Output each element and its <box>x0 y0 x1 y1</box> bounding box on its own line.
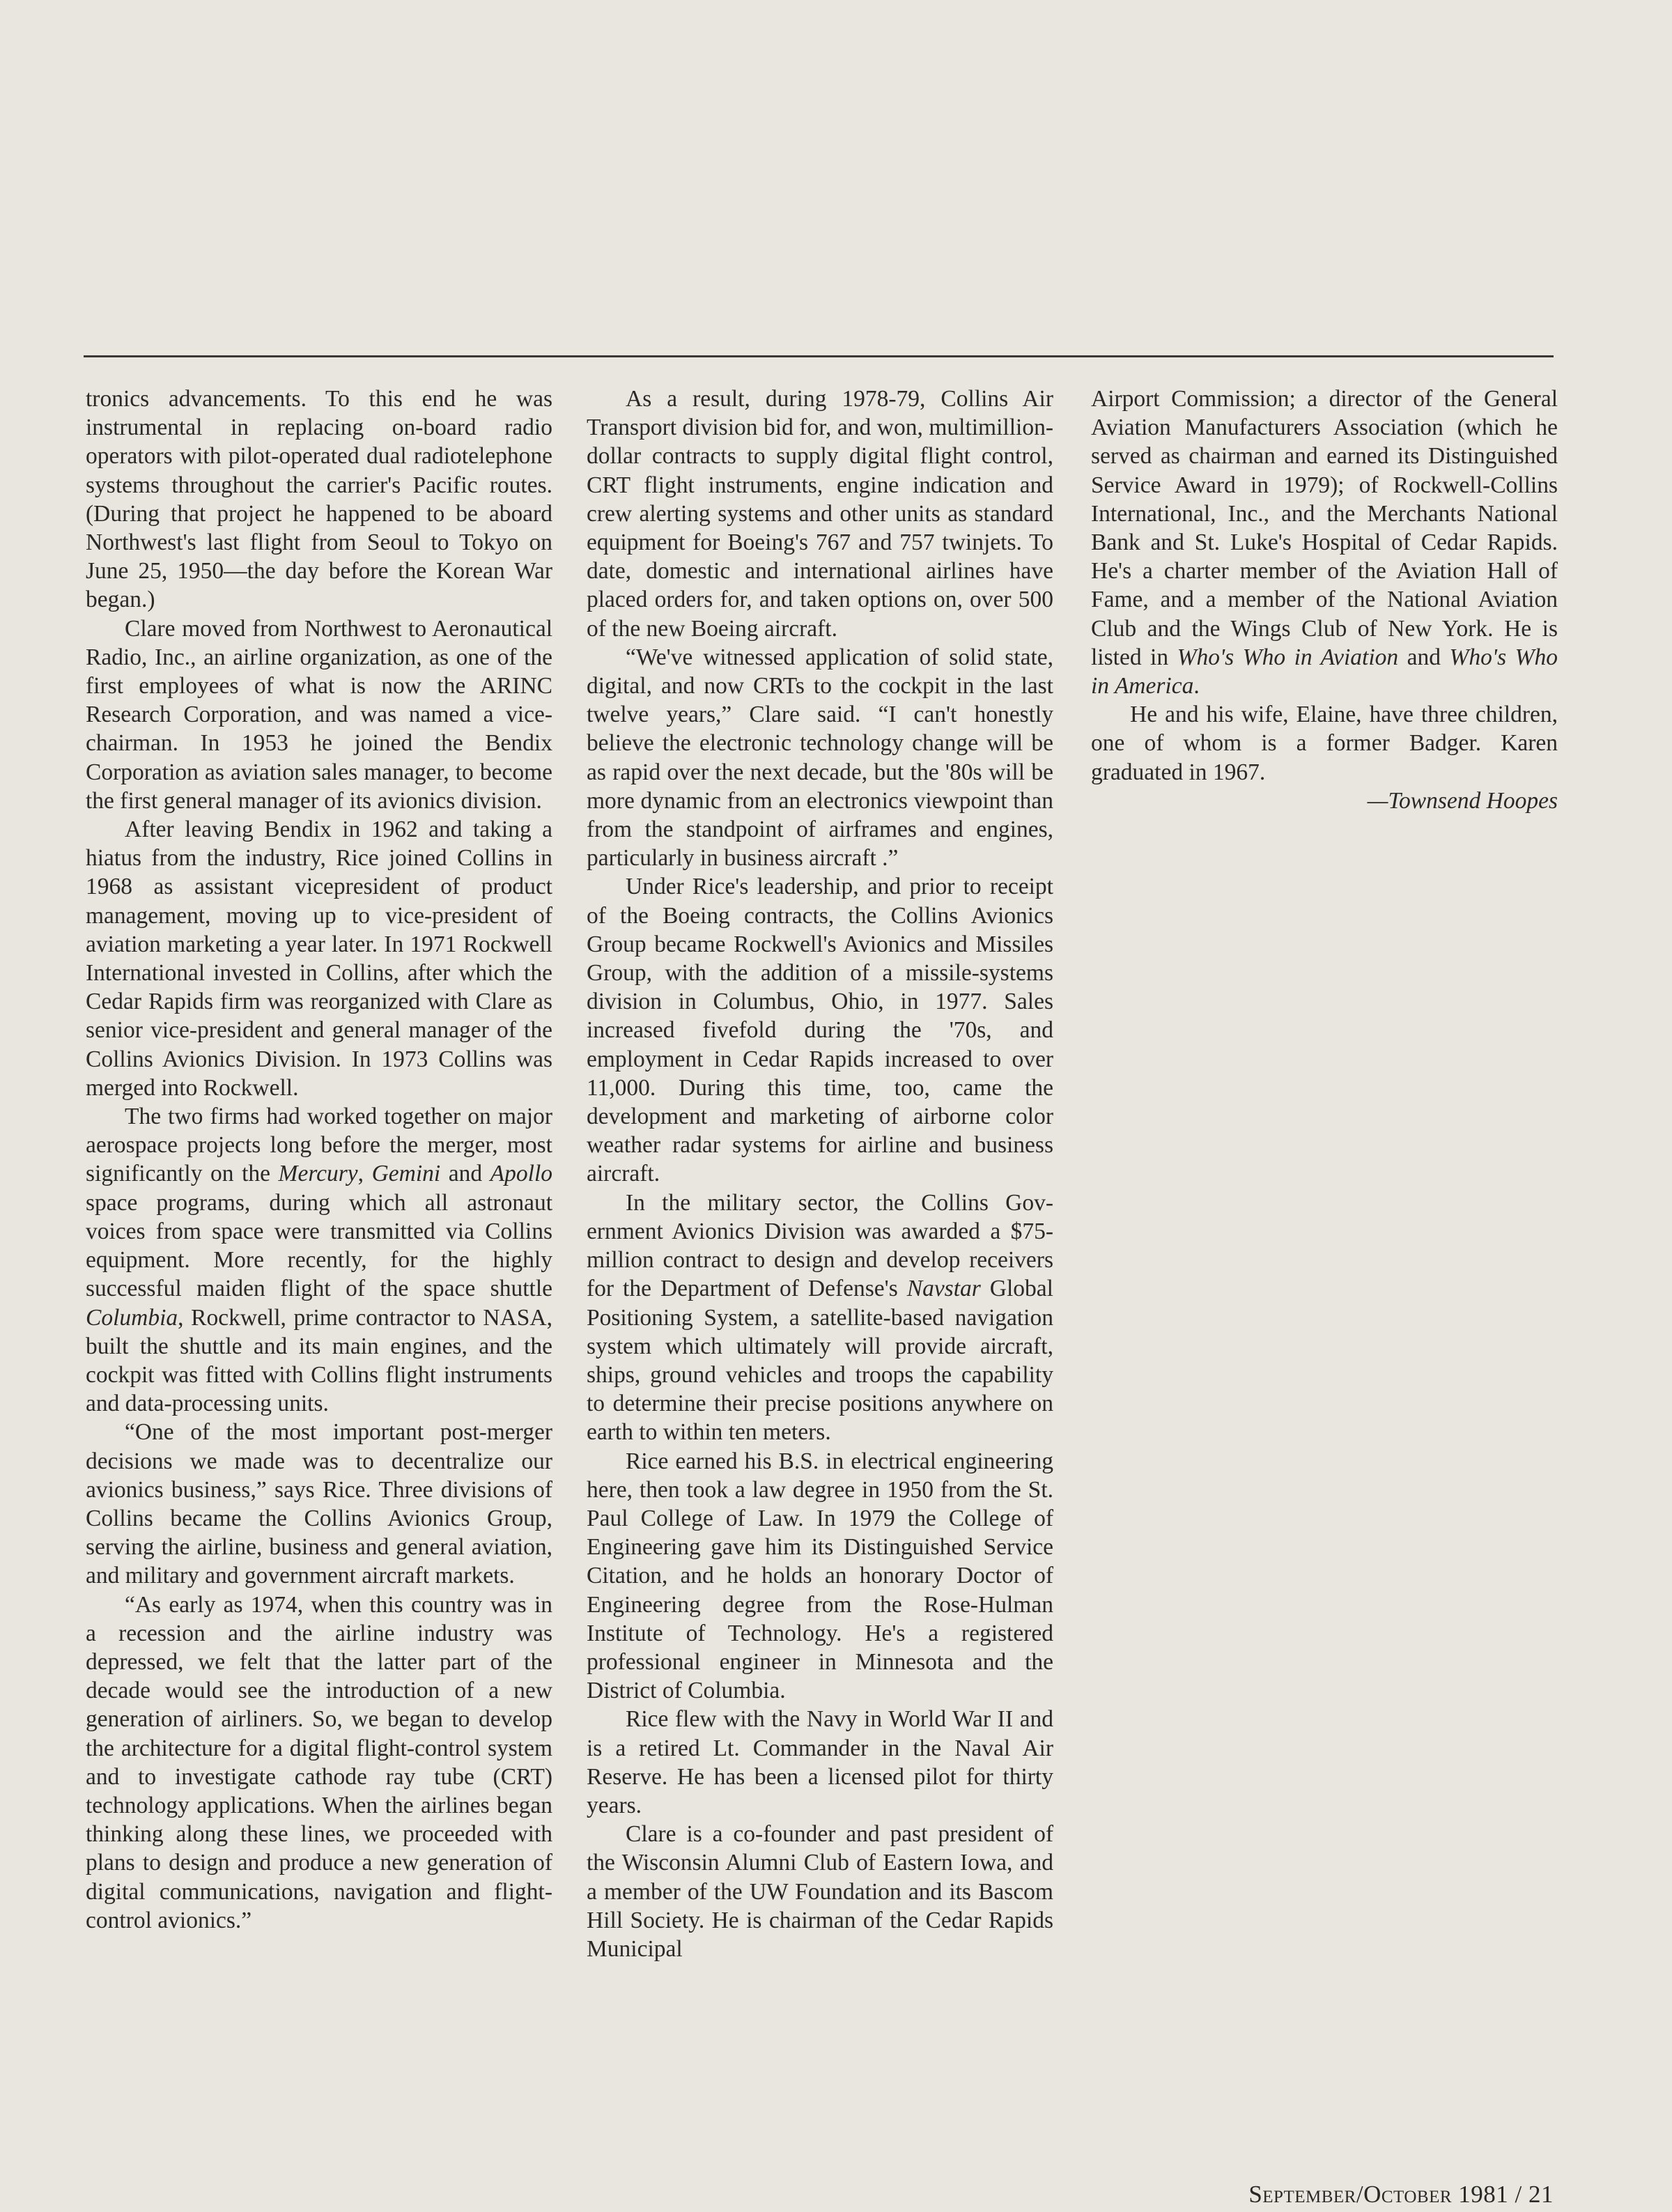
author-signature: —Townsend Hoopes <box>1367 787 1558 814</box>
article-column-2 <box>587 385 1053 1963</box>
page-folio: September/October 1981 / 21 <box>1248 2181 1554 2208</box>
paragraph: After leaving Bendix in 1962 and taking a hiatus from the industry, Rice joined Collins in 1968 as assistant vicepresident of product management, moving up to vice-president of aviation marketing a year later. In 1971 Rockwell International invested in Collins, after which the Cedar Rapids firm was reorganized with Clare as senior vice-president and general manager of the Collins Avionics Division. In 1973 Collins was merged into Rockwell. <box>86 817 552 1101</box>
italic-title: Navstar <box>906 1276 981 1302</box>
header-rule <box>84 355 1554 357</box>
paragraph: In the military sector, the Collins Government Avionics Division was awarded a $75-million contract to design and develop receivers for the Department of Defense's Navstar Global Positioning System, a satellite-based navigation system which ultimately will provide aircraft, ships, ground vehicles and troops the capability to determine their precise positions anywhere on earth to within ten meters. <box>587 1189 1053 1446</box>
paragraph: He and his wife, Elaine, have three children, one of whom is a former Badger. Karen graduated in 1967. <box>1091 702 1558 785</box>
paragraph: Clare is a co-founder and past president of the Wisconsin Alumni Club of Eastern Iowa, and a member of the UW Foundation and its Bascom Hill Society. He is chairman of the Cedar Rapids Municipal <box>587 1821 1053 1962</box>
article-column-1 <box>86 385 552 1935</box>
paragraph: Rice flew with the Navy in World War II and is a retired Lt. Commander in the Naval Air Reserve. He has been a licensed pilot for thirty years. <box>587 1706 1053 1818</box>
paragraph: Airport Commission; a director of the General Aviation Manufacturers Association (which he served as chairman and earned its Distinguished Service Award in 1979); of Rockwell-Collins International, Inc., and the Merchants National Bank and St. Luke's Hospital of Cedar Rapids. He's a charter member of the Aviation Hall of Fame, and a member of the National Aviation Club and the Wings Club of New York. He is listed in Who's Who in Aviation and Who's Who in America. <box>1091 386 1558 699</box>
paragraph: Rice earned his B.S. in electrical engineering here, then took a law degree in 1950 from the St. Paul College of Law. In 1979 the College of Engineering gave him its Distinguished Service Citation, and he holds an honorary Doctor of Engineering degree from the Rose-Hulman Institute of Technology. He's a registered professional engineer in Minnesota and the District of Columbia. <box>587 1448 1053 1704</box>
paragraph: “We've witnessed application of solid state, digital, and now CRTs to the cockpit in the last twelve years,” Clare said. “I can't honestly believe the electronic technology change will be as rapid over the next decade, but the '80s will be more dynamic from an electronics viewpoint than from the standpoint of airframes and engines, particularly in business aircraft .” <box>587 644 1053 872</box>
italic-title: Who's Who in Aviation <box>1177 644 1399 670</box>
paragraph: As a result, during 1978-79, Collins Air Transport division bid for, and won, multimillion-dollar contracts to supply digital flight control, CRT flight instruments, engine indication and crew alerting systems and other units as standard equipment for Boeing's 767 and 757 twinjets. To date, domestic and international airlines have placed orders for, and taken options on, over 500 of the new Boeing aircraft. <box>587 386 1053 642</box>
paragraph: tronics advancements. To this end he was instrumental in replacing on-board radio operators with pilot-operated dual radiotelephone systems throughout the carrier's Pacific routes. (During that project he happened to be aboard Northwest's last flight from Seoul to Tokyo on June 25, 1950—the day before the Korean War began.) <box>86 386 552 613</box>
paragraph: Under Rice's leadership, and prior to receipt of the Boeing contracts, the Collins Avionics Group became Rockwell's Avionics and Missiles Group, with the addition of a missile-systems division in Columbus, Ohio, in 1977. Sales increased fivefold during the '70s, and employment in Cedar Rapids increased to over 11,000. During this time, too, came the development and marketing of airborne color weather radar systems for airline and business aircraft. <box>587 874 1053 1187</box>
paragraph: Clare moved from Northwest to Aeronautical Radio, Inc., an airline organization, as one of the first employees of what is now the ARINC Research Corporation, and was named a vice-chairman. In 1953 he joined the Bendix Corporation as aviation sales manager, to become the first general manager of its avionics division. <box>86 615 552 814</box>
paragraph: The two firms had worked together on major aerospace projects long before the merger, most significantly on the Mercury, Gemini and Apollo space programs, during which all astronaut voices from space were transmitted via Collins equipment. More recently, for the highly successful maiden flight of the space shuttle Columbia, Rockwell, prime contractor to NASA, built the shuttle and its main engines, and the cockpit was fitted with Collins flight instruments and data-processing units. <box>86 1104 552 1417</box>
italic-title: Who's Who in America <box>1091 644 1558 699</box>
italic-title: Mercury <box>278 1161 358 1187</box>
article-column-3 <box>1091 385 1558 815</box>
italic-title: Gemini <box>371 1161 441 1187</box>
paragraph: “As early as 1974, when this country was in a recession and the airline industry was depressed, we felt that the latter part of the decade would see the introduction of a new generation of airliners. So, we began to develop the architecture for a digital flight-control system and to investigate cathode ray tube (CRT) technology applications. When the airlines began thinking along these lines, we proceeded with plans to design and produce a new generation of digital communications, navigation and flight-control avionics.” <box>86 1591 552 1933</box>
italic-title: Columbia <box>86 1304 178 1331</box>
italic-title: Apollo <box>490 1161 552 1187</box>
paragraph: “One of the most important post-merger decisions we made was to decentralize our avionics business,” says Rice. Three divisions of Collins became the Collins Avionics Group, serving the airline, business and general aviation, and military and government aircraft markets. <box>86 1419 552 1589</box>
